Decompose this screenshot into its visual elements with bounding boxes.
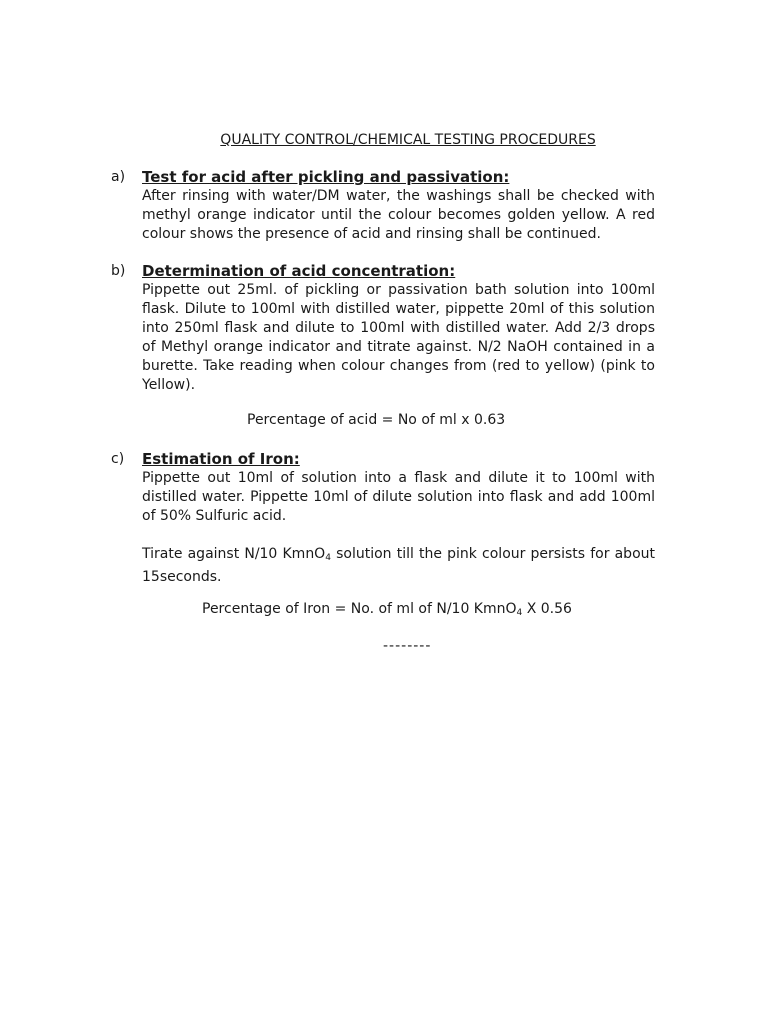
formula-pre: Percentage of Iron = No. of ml of N/10 KmnO	[202, 601, 517, 617]
section-body	[142, 450, 655, 587]
section-marker: b)	[111, 263, 126, 279]
page-title: QUALITY CONTROL/CHEMICAL TESTING PROCEDURES	[220, 132, 596, 148]
subscript: 4	[325, 553, 331, 563]
section-marker: c)	[111, 451, 125, 467]
section-acid-test	[113, 168, 655, 244]
section-paragraph: After rinsing with water/DM water, the washings shall be checked with methyl orange indicator until the colour becomes golden yellow. A red colour shows the presence of acid and rinsing shall be continued.	[142, 188, 655, 242]
end-dashes: --------	[383, 638, 432, 654]
iron-formula	[202, 600, 572, 623]
tirate-prefix: Tirate against N/10 KmnO	[142, 546, 326, 562]
section-paragraph	[142, 545, 655, 587]
section-iron-estimation	[113, 450, 655, 587]
section-body	[142, 262, 655, 395]
section-paragraph: Pippette out 25ml. of pickling or passivation bath solution into 100ml flask. Dilute to 100ml with distilled water, pippette 20ml of this solution into 250ml flask and dilute to 100ml with distilled water. Add 2/3 drops of Methyl orange indicator and titrate against. N/2 NaOH contained in a burette. Take reading when colour changes from (red to yellow) (pink to Yellow).	[142, 282, 655, 393]
section-acid-concentration	[113, 262, 655, 395]
section-heading: Test for acid after pickling and passivation:	[142, 168, 510, 186]
tirate-rest: solution till the pink colour persists for about 15seconds.	[142, 546, 655, 585]
formula-subscript: 4	[516, 608, 523, 618]
section-heading: Determination of acid concentration:	[142, 262, 456, 280]
acid-formula: Percentage of acid = No of ml x 0.63	[247, 412, 506, 428]
section-body	[142, 168, 655, 244]
section-paragraph: Pippette out 10ml of solution into a flask and dilute it to 100ml with distilled water. Pippette 10ml of dilute solution into flask and add 100ml of 50% Sulfuric acid.	[142, 470, 655, 524]
formula-post: X 0.56	[522, 601, 572, 617]
section-heading: Estimation of Iron:	[142, 450, 300, 468]
section-marker: a)	[111, 169, 126, 185]
